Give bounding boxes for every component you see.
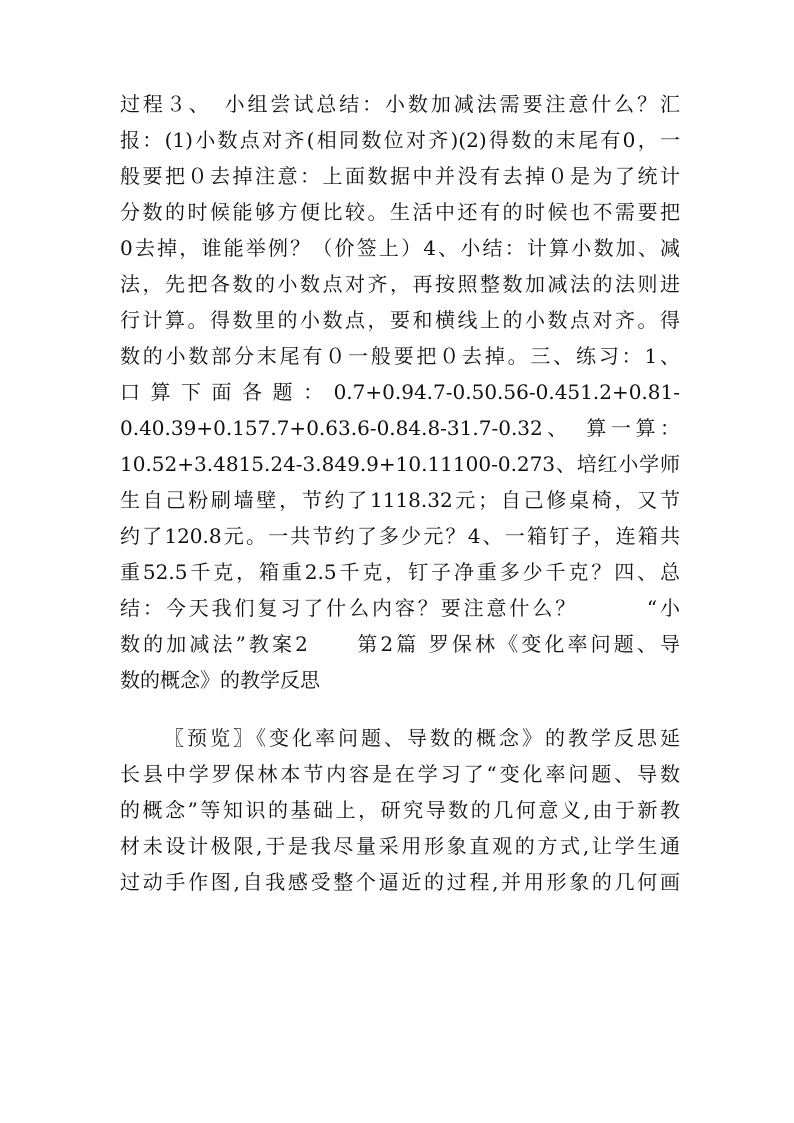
text-line: 过程３、 小组尝试总结：小数加减法需要注意什么？汇 <box>120 92 680 116</box>
text-line: 数的概念》的教学反思 <box>120 668 320 692</box>
text-line: 10.52+3.4815.24-3.849.9+10.11100-0.273、培红小学师 <box>120 452 680 476</box>
text-line: 数的小数部分末尾有０一般要把０去掉。三、练习：1、 <box>120 344 680 368</box>
paragraph-teaching-reflection <box>120 720 680 900</box>
text-line: 报：(1)小数点对齐(相同数位对齐)(2)得数的末尾有0，一 <box>120 128 680 152</box>
text-line: 0.40.39+0.157.7+0.63.6-0.84.8-31.7-0.32、 算一算： <box>120 416 680 440</box>
text-line: 法，先把各数的小数点对齐，再按照整数加减法的法则进 <box>120 272 680 296</box>
text-line: 结：今天我们复习了什么内容？要注意什么？ “小 <box>120 596 680 620</box>
text-line: 行计算。得数里的小数点，要和横线上的小数点对齐。得 <box>120 308 680 332</box>
text-line: 重52.5千克，箱重2.5千克，钉子净重多少千克？四、总 <box>120 560 680 584</box>
text-line: 约了120.8元。一共节约了多少元？4、一箱钉子，连箱共 <box>120 524 680 548</box>
paragraph-lesson-plan <box>120 86 680 698</box>
text-line: 长县中学罗保林本节内容是在学习了“变化率问题、导数 <box>120 762 680 786</box>
text-line: 口 算 下 面 各 题 ： 0.7+0.94.7-0.50.56-0.451.2+0.81- <box>120 380 680 404</box>
text-line: 般要把０去掉注意：上面数据中并没有去掉０是为了统计 <box>120 164 680 188</box>
document-page <box>120 86 680 900</box>
text-line: 分数的时候能够方便比较。生活中还有的时候也不需要把 <box>120 200 680 224</box>
text-line: 的概念”等知识的基础上，研究导数的几何意义,由于新教 <box>120 798 680 822</box>
text-line: 0去掉，谁能举例？（价签上）4、小结：计算小数加、减 <box>120 236 680 260</box>
text-line: 过动手作图,自我感受整个逼近的过程,并用形象的几何画 <box>120 870 680 894</box>
text-line: 〖预览〗《变化率问题、导数的概念》的教学反思延 <box>164 726 680 750</box>
text-line: 生自己粉刷墙壁，节约了1118.32元；自己修桌椅，又节 <box>120 488 680 512</box>
text-line: 数的加减法”教案2 第2篇 罗保林《变化率问题、导 <box>120 632 680 656</box>
text-line: 材未设计极限,于是我尽量采用形象直观的方式,让学生通 <box>120 834 680 858</box>
